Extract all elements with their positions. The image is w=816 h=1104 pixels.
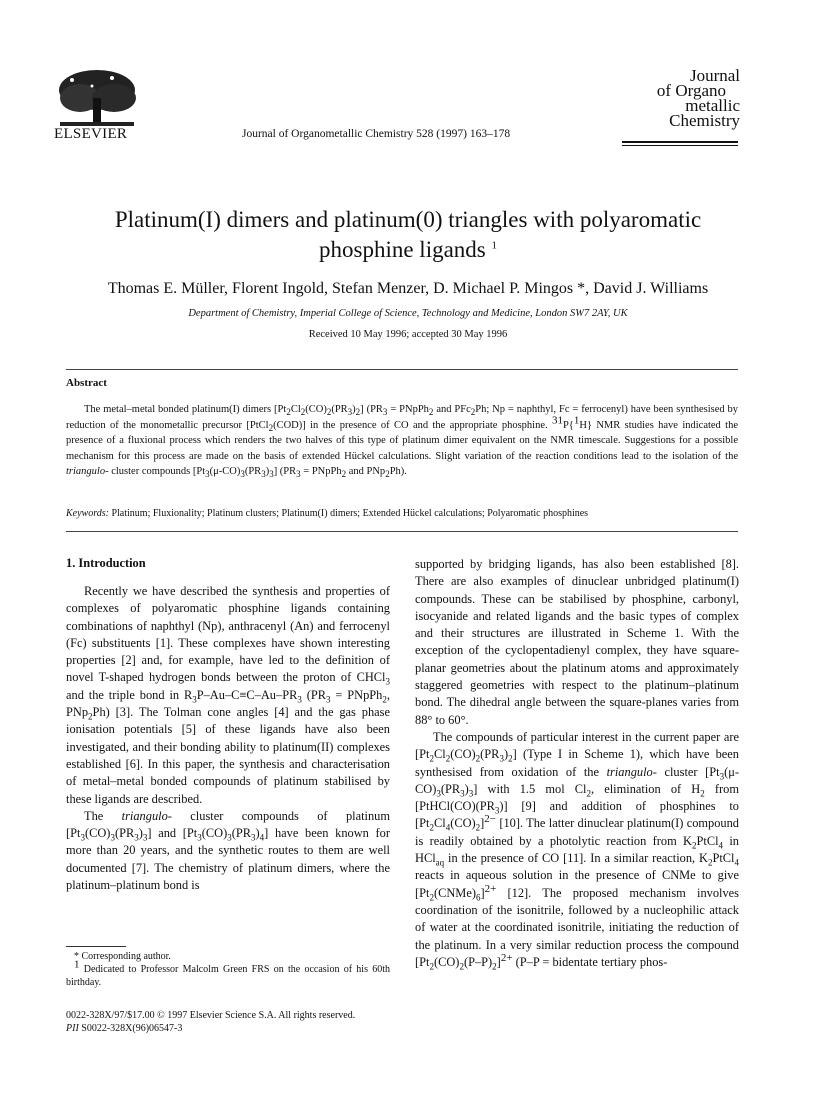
journal-citation: Journal of Organometallic Chemistry 528 (1997) 163–178 xyxy=(242,128,511,140)
elsevier-tree-logo xyxy=(52,68,142,130)
journal-logo-line-1: Journal xyxy=(689,66,740,85)
copyright-block xyxy=(66,1009,466,1035)
copyright-line: 0022-328X/97/$17.00 © 1997 Elsevier Science S.A. All rights reserved. xyxy=(66,1010,356,1021)
left-column-text xyxy=(66,583,390,894)
keywords xyxy=(66,508,738,519)
pii-value: S0022-328X(96)06547-3 xyxy=(78,1023,183,1034)
publisher-name: ELSEVIER xyxy=(54,126,128,142)
abstract-heading: Abstract xyxy=(66,377,107,389)
journal-logo-rule-thin xyxy=(622,145,738,146)
author-list: Thomas E. Müller, Florent Ingold, Stefan Menzer, D. Michael P. Mingos *, David J. Williams xyxy=(107,280,709,297)
right-column-text xyxy=(415,556,739,971)
article-title xyxy=(60,205,756,265)
section-heading-introduction: 1. Introduction xyxy=(66,556,146,570)
footnotes xyxy=(66,950,390,989)
affiliation: Department of Chemistry, Imperial College of Science, Technology and Medicine, London SW7 2AY, UK xyxy=(188,308,628,319)
journal-logo xyxy=(600,68,740,140)
footnote-corresponding: * Corresponding author. xyxy=(74,951,171,962)
title-footnote-mark: 1 xyxy=(491,239,497,252)
journal-logo-line-4: Chemistry xyxy=(669,111,740,130)
right-paragraph-2: The compounds of particular interest in the current paper are $[Pt_2Cl_2(CO)_2(PR_3)_2]$ (Type I in Scheme 1), which have been synthesised from oxidation of the triangulo- cluster $[Pt_3(\mu-CO)_3(PR_3)_3]$ with 1.5 mol $Cl_2$, elimination of $H_2$ from $[PtHCl(CO)(PR_3)]$ [9] and addition of phosphines to $[Pt_2Cl_4(CO)_2]2- [10]$. The latter dinuclear platinum(I) compound is readily obtained by a photolytic reaction from $K_2PtCl_4$ in HCl$_{aq}$ in the presence of CO [11]. In a similar reaction, $K_2PtCl_4$ reacts in aqueous solution in the presence of CNMe to give $[Pt_2(CNMe)_6]2+ [12]$. The proposed mechanism involves coordination of the isonitrile, followed by a nucleophilic attack of water at the coordinated isonitrile, initiating the reduction of the platinum. In a very similar reduction process the compound $[Pt_2(CO)_2(P-P)_2]2+ (P-P$ = bidentate tertiary phos- xyxy=(415,729,739,972)
title-line-2 xyxy=(60,235,756,265)
footnote-rule xyxy=(66,946,126,947)
title-line-2-text: phosphine ligands xyxy=(319,237,486,262)
divider-top xyxy=(66,369,738,370)
title-line-1: Platinum(I) dimers and platinum(0) triangles with polyaromatic xyxy=(114,207,702,232)
intro-paragraph-1: Recently we have described the synthesis and properties of complexes of polyaromatic phosphine ligands containing combinations of naphthyl (Np), anthracenyl (An) and ferrocenyl (Fc) substituents [1]. These complexes have shown interesting properties [2] and, for example, have led to the definition of novel T-shaped hydrogen bonds between the proton of CHCl$_3$ and the triple bond in $R_3P-Au-C\equiv C-Au-PR_3$ ($PR_3$ = PNpPh$_2$, PNp$_2$Ph) [3]. The Tolman cone angles [4] and the gas phase ionisation potentials [5] of these ligands have also been investigated, and their bonding ability to platinum(II) complexes established [6]. In this paper, the synthesis and characterisation of metal–metal bonded compounds of platinum stabilised by these ligands are described. xyxy=(66,584,390,806)
pii-line xyxy=(66,1022,466,1035)
journal-logo-rule xyxy=(622,141,738,143)
journal-logo-line-2: of Organo xyxy=(656,81,726,100)
journal-logo-line-3: metallic xyxy=(685,96,740,115)
divider-bottom xyxy=(66,531,738,532)
keywords-text: Platinum; Fluxionality; Platinum clusters; Platinum(I) dimers; Extended Hückel calculations; Polyaromatic phosphines xyxy=(108,508,589,519)
pii-label: PII xyxy=(66,1023,79,1034)
right-paragraph-1: supported by bridging ligands, has also been established [8]. There are also examples of dinuclear unbridged platinum(I) compounds. These can be stabilised by phosphine, carbonyl, isocyanide and related ligands and the basic types of complex and their structures are illustrated in Scheme 1. With the exception of the cyclopentadienyl complex, they have square-planar geometries about the platinum atoms and approximately staggered geometries with respect to the platinum–platinum bond. The dihedral angle between the square-planes varies from 88° to 60°. xyxy=(415,557,739,727)
abstract-text: The metal–metal bonded platinum(I) dimers [Pt2Cl2(CO)2(PR3)2] (PR3 = PNpPh2 and PFc2Ph; Np = naphthyl, Fc = ferrocenyl) have been synthesised by reduction of the monometallic precursor [PtCl2(COD)] in the presence of CO and the appropriate phosphine. 31P{1H} NMR studies have indicated the presence of a fluxional process which renders the two halves of this type of platinum dimer equivalent on the NMR timescale. Suggestions for a possible mechanism for this process are made on the basis of extended Hückel calculations. Slight variation of the reaction conditions lead to the isolation of the triangulo- cluster compounds [Pt3(μ-CO)3(PR3)3] (PR3 = PNpPh2 and PNp2Ph). xyxy=(66,404,739,480)
intro-paragraph-2: The triangulo- cluster compounds of platinum $[Pt_3(CO)_3(PR_3)_3]$ and $[Pt_3(CO)_3(PR_3)_4]$ have been known for more than 20 years, and the synthetic routes to them are well documented [7]. The chemistry of platinum dimers, where the platinum–platinum bond is xyxy=(66,808,390,893)
footnote-dedication: 1 Dedicated to Professor Malcolm Green FRS on the occasion of his 60th birthday. xyxy=(66,958,390,988)
keywords-label: Keywords: xyxy=(66,508,109,519)
received-dates: Received 10 May 1996; accepted 30 May 1996 xyxy=(308,329,508,340)
